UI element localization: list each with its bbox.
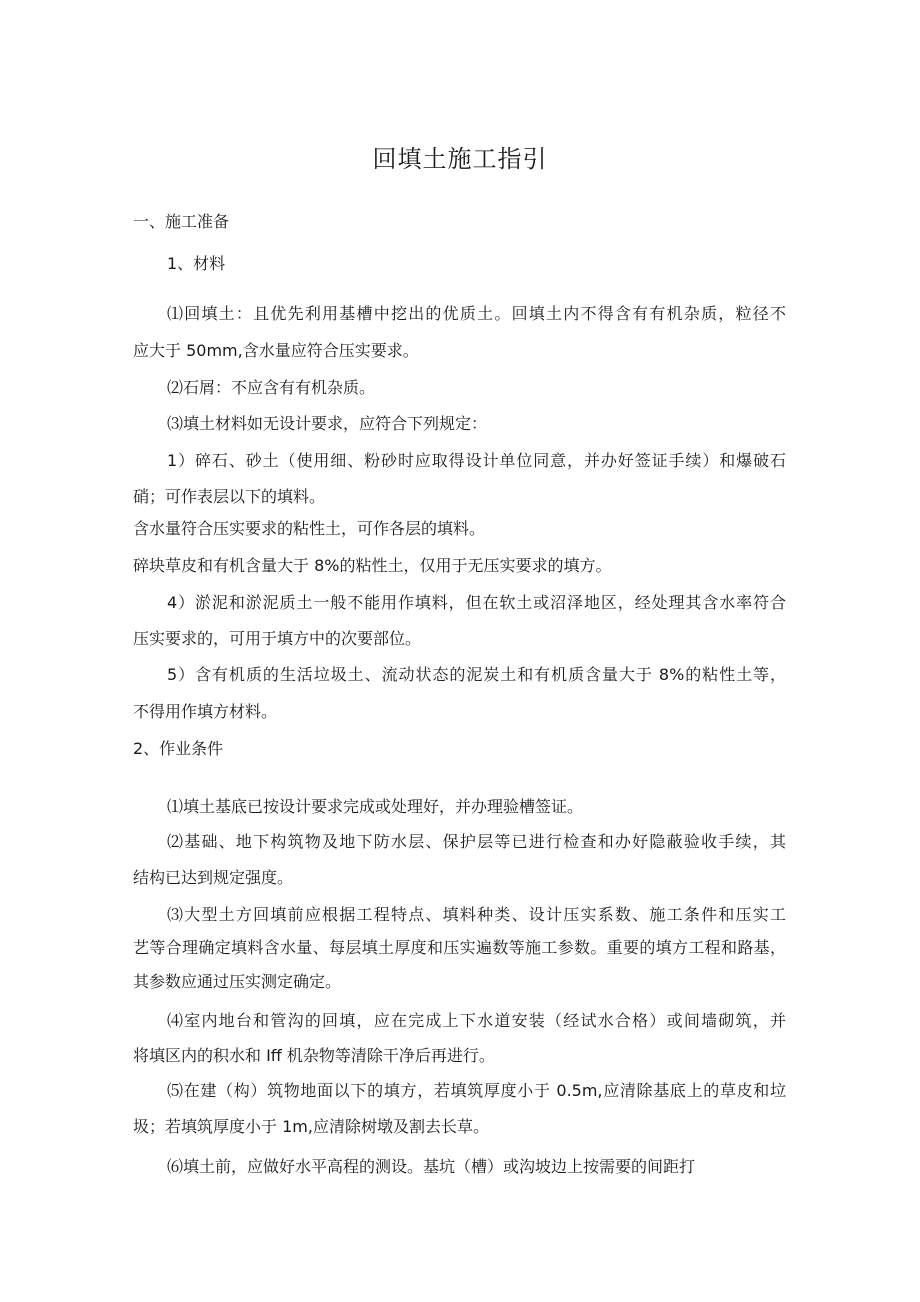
paragraph-line: 其参数应通过压实测定确定。 <box>133 972 342 991</box>
paragraph-line: 圾；若填筑厚度小于 1m,应清除树墩及割去长草。 <box>133 1117 489 1136</box>
paragraph-line: 1）碎石、砂土（使用细、粉砂时应取得设计单位同意，并办好签证手续）和爆破石 <box>167 451 786 470</box>
paragraph-line: 压实要求的，可用于填方中的次要部位。 <box>133 629 422 648</box>
paragraph-line: 硝；可作表层以下的填料。 <box>133 487 326 506</box>
paragraph-line: 含水量符合压实要求的粘性土，可作各层的填料。 <box>133 519 486 538</box>
paragraph-line: 碎块草皮和有机含量大于 8%的粘性土，仅用于无压实要求的填方。 <box>133 556 612 575</box>
paragraph-line: ⑹填土前，应做好水平高程的测设。基坑（槽）或沟坡边上按需要的间距打 <box>167 1157 696 1176</box>
paragraph-line: 不得用作填方材料。 <box>133 702 278 721</box>
subsection-heading: 1、材料 <box>167 254 226 273</box>
section-heading: 一、施工准备 <box>133 212 230 231</box>
paragraph-line: ⑵基础、地下构筑物及地下防水层、保护层等已进行检查和办好隐蔽验收手续，其 <box>167 832 786 851</box>
paragraph-line: 4）淤泥和淤泥质土一般不能用作填料，但在软土或沼泽地区，经处理其含水率符合 <box>167 593 786 612</box>
paragraph-line: ⑷室内地台和管沟的回填，应在完成上下水道安装（经试水合格）或间墙砌筑，并 <box>167 1011 786 1030</box>
subsection-heading: 2、作业条件 <box>133 739 224 758</box>
paragraph-line: ⑴填土基底已按设计要求完成或处理好，并办理验槽签证。 <box>167 797 584 816</box>
paragraph-line: 结构已达到规定强度。 <box>133 868 294 887</box>
paragraph-line: ⑶大型土方回填前应根据工程特点、填料种类、设计压实系数、施工条件和压实工 <box>167 905 786 924</box>
document-title: 回填土施工指引 <box>372 145 548 173</box>
paragraph-line: ⑵石屑：不应含有有机杂质。 <box>167 378 376 397</box>
paragraph-line: 5）含有机质的生活垃圾土、流动状态的泥炭土和有机质含量大于 8%的粘性土等， <box>167 665 786 684</box>
paragraph-line: 将填区内的积水和 Iff 机杂物等清除干净后再进行。 <box>133 1046 495 1065</box>
paragraph-line: 艺等合理确定填料含水量、每层填土厚度和压实遍数等施工参数。重要的填方工程和路基， <box>133 938 786 957</box>
paragraph-line: 应大于 50mm,含水量应符合压实要求。 <box>133 341 419 360</box>
paragraph-line: ⑸在建（构）筑物地面以下的填方，若填筑厚度小于 0.5m,应清除基底上的草皮和垃 <box>167 1081 786 1100</box>
paragraph-line: ⑶填土材料如无设计要求，应符合下列规定： <box>167 414 488 433</box>
paragraph-line: ⑴回填土：且优先利用基槽中挖出的优质土。回填土内不得含有有机杂质，粒径不 <box>167 304 786 323</box>
